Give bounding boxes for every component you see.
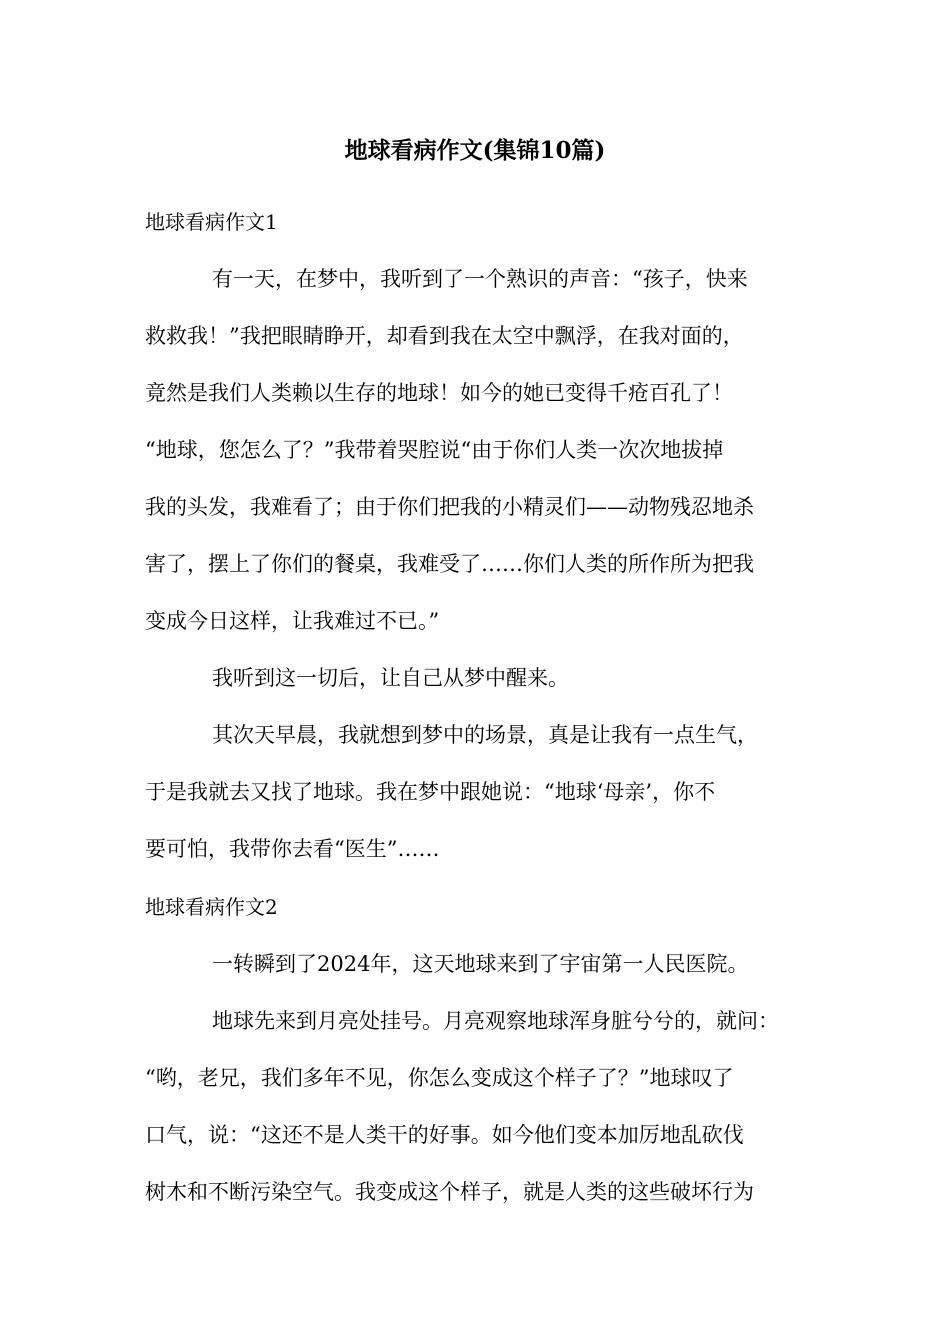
- paragraph-line: 我的头发，我难看了；由于你们把我的小精灵们——动物残忍地杀: [145, 495, 754, 519]
- paragraph-line: 变成今日这样，让我难过不已。”: [145, 609, 440, 633]
- paragraph-line: 树木和不断污染空气。我变成这个样子，就是人类的这些破坏行为: [145, 1180, 754, 1204]
- paragraph-line: 我听到这一切后，让自己从梦中醒来。: [212, 666, 569, 690]
- paragraph-line: 害了，摆上了你们的餐桌，我难受了……你们人类的所作所为把我: [145, 552, 754, 576]
- paragraph-line: “哟，老兄，我们多年不见，你怎么变成这个样子了？”地球叹了: [145, 1066, 734, 1090]
- paragraph-line: 地球先来到月亮处挂号。月亮观察地球浑身脏兮兮的，就问：: [212, 1009, 779, 1033]
- paragraph-line: 救救我！”我把眼睛睁开，却看到我在太空中飘浮，在我对面的，: [145, 324, 744, 348]
- paragraph-line: 于是我就去又找了地球。我在梦中跟她说：“地球‘母亲’，你不: [145, 780, 716, 804]
- section-heading: 地球看病作文2: [145, 895, 278, 919]
- paragraph-line: 其次天早晨，我就想到梦中的场景，真是让我有一点生气，: [212, 723, 758, 747]
- paragraph-line: 一转瞬到了2024年，这天地球来到了宇宙第一人民医院。: [212, 952, 749, 976]
- paragraph-line: 口气，说：“这还不是人类干的好事。如今他们变本加厉地乱砍伐: [145, 1123, 744, 1147]
- paragraph-line: 要可怕，我带你去看“医生”……: [145, 837, 440, 861]
- document-title: 地球看病作文(集锦10篇): [344, 137, 606, 164]
- paragraph-line: 有一天，在梦中，我听到了一个熟识的声音：“孩子，快来: [212, 267, 748, 291]
- paragraph-line: “地球，您怎么了？”我带着哭腔说“由于你们人类一次次地拔掉: [145, 438, 724, 462]
- section-heading: 地球看病作文1: [145, 210, 278, 234]
- paragraph-line: 竟然是我们人类赖以生存的地球！如今的她已变得千疮百孔了！: [145, 381, 733, 405]
